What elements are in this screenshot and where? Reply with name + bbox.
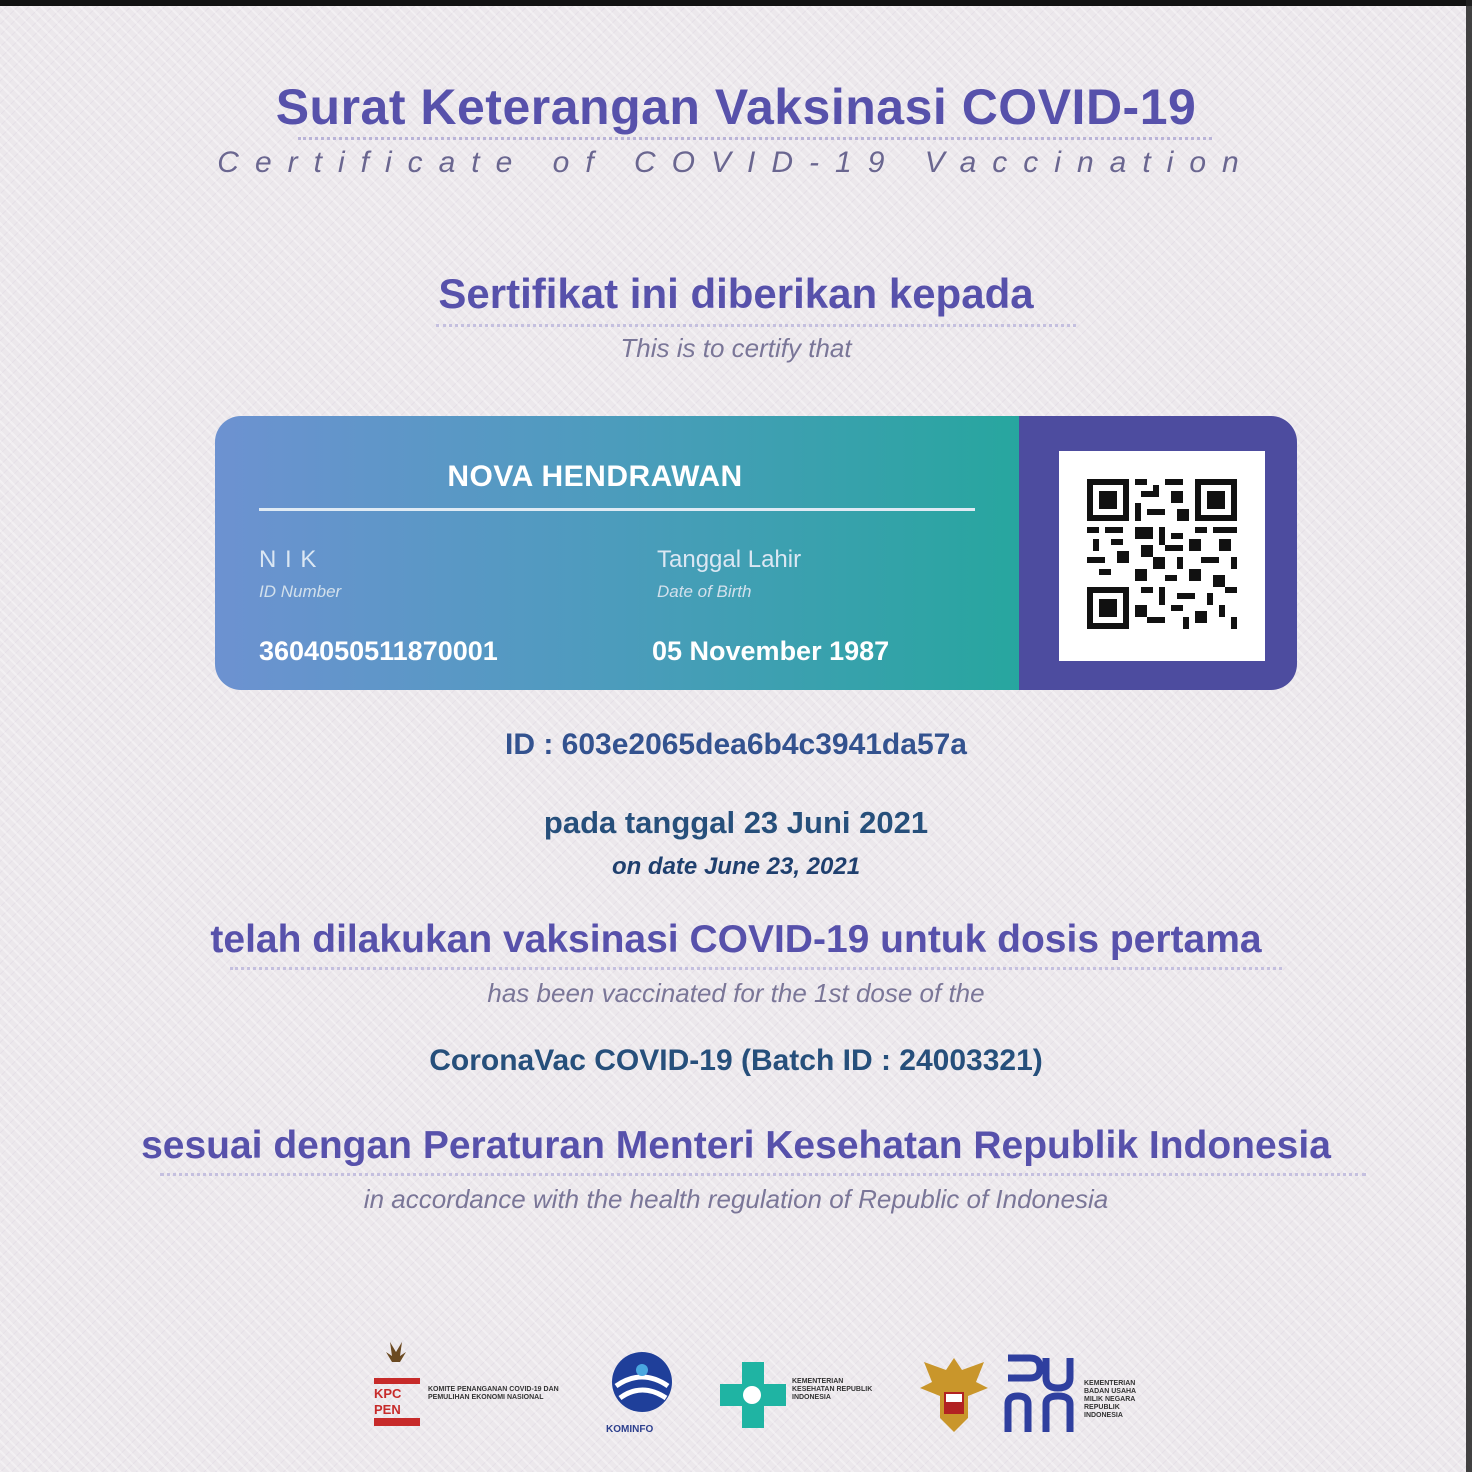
certificate-id: ID : 603e2065dea6b4c3941da57a [504, 728, 967, 761]
kemenkes-cross-icon [718, 1360, 788, 1434]
kemenkes-text: KEMENTERIAN KESEHATAN REPUBLIK INDONESIA [792, 1378, 873, 1401]
garuda-pancasila-icon [914, 1352, 994, 1438]
svg-text:PEN: PEN [374, 1402, 401, 1417]
qr-panel [1019, 416, 1297, 690]
dose-statement: telah dilakukan vaksinasi COVID-19 untuk dosis pertama [210, 918, 1262, 961]
garuda-logo [914, 1352, 994, 1438]
title-divider [298, 137, 1212, 140]
kemenkes-logo [718, 1360, 878, 1440]
name-divider [259, 508, 975, 511]
dob-label: Tanggal Lahir [657, 546, 802, 573]
certificate-title: Surat Keterangan Vaksinasi COVID-19 [275, 79, 1197, 135]
svg-text:KPC: KPC [374, 1386, 402, 1401]
dose-statement-en: has been vaccinated for the 1st dose of the [487, 978, 985, 1008]
bumn-mark-icon [1004, 1352, 1076, 1438]
holder-name: NOVA HENDRAWAN [447, 460, 743, 493]
kominfo-logo [600, 1346, 690, 1442]
holder-card [215, 416, 1297, 690]
garuda-small-icon [370, 1338, 430, 1438]
bumn-text: KEMENTERIAN BADAN USAHA MILIK NEGARA REPUBLIK INDONESIA [1084, 1380, 1136, 1419]
dob-value: 05 November 1987 [652, 636, 890, 666]
qr-code-icon [1087, 479, 1237, 629]
kpcpen-logo [370, 1338, 570, 1438]
vaccination-date: pada tanggal 23 Juni 2021 [543, 805, 929, 840]
given-divider [436, 324, 1076, 327]
kominfo-emblem-icon [600, 1346, 690, 1426]
nik-label: N I K [259, 546, 318, 573]
qr-code[interactable] [1059, 451, 1265, 661]
vaccine-batch: CoronaVac COVID-19 (Batch ID : 24003321) [429, 1044, 1043, 1077]
regulation-divider [160, 1173, 1366, 1176]
kominfo-text: KOMINFO [606, 1424, 654, 1435]
nik-value: 3604050511870001 [259, 636, 498, 666]
dose-divider [230, 967, 1282, 970]
top-border [0, 0, 1472, 6]
certificate-subtitle: Certificate of COVID-19 Vaccination [217, 146, 1255, 179]
given-to-heading: Sertifikat ini diberikan kepada [438, 270, 1034, 317]
holder-info-panel [215, 416, 1019, 690]
regulation-statement-en: in accordance with the health regulation of Republic of Indonesia [363, 1184, 1109, 1214]
regulation-statement: sesuai dengan Peraturan Menteri Kesehatan Republik Indonesia [141, 1124, 1331, 1167]
given-to-subheading: This is to certify that [620, 333, 852, 363]
nik-label-en: ID Number [259, 582, 342, 601]
bumn-logo [1004, 1352, 1144, 1438]
dob-label-en: Date of Birth [657, 582, 752, 601]
kpcpen-text: KOMITE PENANGANAN COVID-19 DAN PEMULIHAN EKONOMI NASIONAL [428, 1386, 559, 1401]
vaccination-date-en: on date June 23, 2021 [611, 853, 861, 880]
